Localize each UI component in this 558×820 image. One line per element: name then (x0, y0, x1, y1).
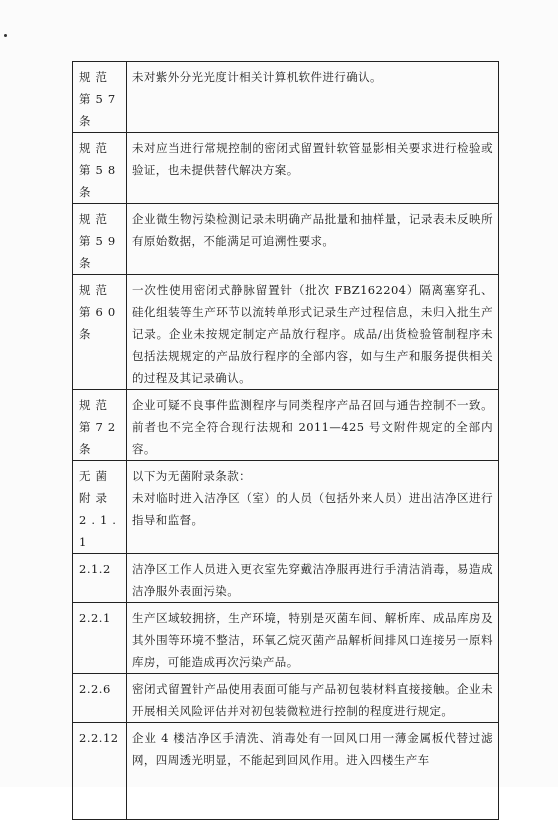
finding-cell: 生产区域较拥挤，生产环境，特别是灭菌车间、解析库、成品库房及其外围等环境不整洁，环氧乙烷灭菌产品解析间排风口连接另一原料库房，可能造成再次污染产品。 (127, 603, 499, 674)
clause-cell: 规范第57条 (73, 62, 127, 133)
finding-cell: 企业 4 楼洁净区手清洗、消毒处有一回风口用一薄金属板代替过滤网，四周透光明显，不能起到回风作用。进入四楼生产车 (127, 723, 499, 820)
scan-speck (4, 34, 7, 37)
clause-cell: 2.2.1 (73, 603, 127, 674)
finding-cell: 企业微生物污染检测记录未明确产品批量和抽样量，记录表未反映所有原始数据，不能满足可追溯性要求。 (127, 204, 499, 275)
table-row (73, 275, 499, 390)
table-row (73, 133, 499, 204)
finding-cell: 以下为无菌附录条款： 未对临时进入洁净区（室）的人员（包括外来人员）进出洁净区进行指导和监督。 (127, 461, 499, 554)
clause-cell: 规范第59条 (73, 204, 127, 275)
inspection-findings-table (72, 61, 499, 820)
clause-cell: 2.2.12 (73, 723, 127, 820)
finding-cell: 洁净区工作人员进入更衣室先穿戴洁净服再进行手清洁消毒，易造成洁净服外表面污染。 (127, 554, 499, 603)
table-row (73, 674, 499, 723)
clause-cell: 2.1.2 (73, 554, 127, 603)
finding-cell: 未对紫外分光光度计相关计算机软件进行确认。 (127, 62, 499, 133)
finding-cell: 一次性使用密闭式静脉留置针（批次 FBZ162204）隔离塞穿孔、硅化组装等生产环节以流转单形式记录生产过程信息，未归入批生产记录。企业未按规定制定产品放行程序。成品/出货检验管制程序未包括法规规定的产品放行程序的全部内容，如与生产和服务提供相关的过程及其记录确认。 (127, 275, 499, 390)
table-row (73, 62, 499, 133)
table-row (73, 554, 499, 603)
finding-cell: 密闭式留置针产品使用表面可能与产品初包装材料直接接触。企业未开展相关风险评估并对初包装微粒进行控制的程度进行规定。 (127, 674, 499, 723)
table-row (73, 461, 499, 554)
clause-number: 2.1.1 (79, 513, 121, 549)
finding-cell: 企业可疑不良事件监测程序与同类程序产品召回与通告控制不一致。前者也不完全符合现行法规和 2011—425 号文附件规定的全部内容。 (127, 390, 499, 461)
table-row (73, 603, 499, 674)
table-row (73, 723, 499, 820)
table-row (73, 204, 499, 275)
section-label: 无菌附录 (79, 469, 112, 505)
clause-cell: 规范第58条 (73, 133, 127, 204)
clause-cell: 2.2.6 (73, 674, 127, 723)
finding-cell: 未对应当进行常规控制的密闭式留置针软管显影相关要求进行检验或验证，也未提供替代解决方案。 (127, 133, 499, 204)
clause-cell (73, 461, 127, 554)
table-row (73, 390, 499, 461)
clause-cell: 规范第72条 (73, 390, 127, 461)
clause-cell: 规范第60条 (73, 275, 127, 390)
